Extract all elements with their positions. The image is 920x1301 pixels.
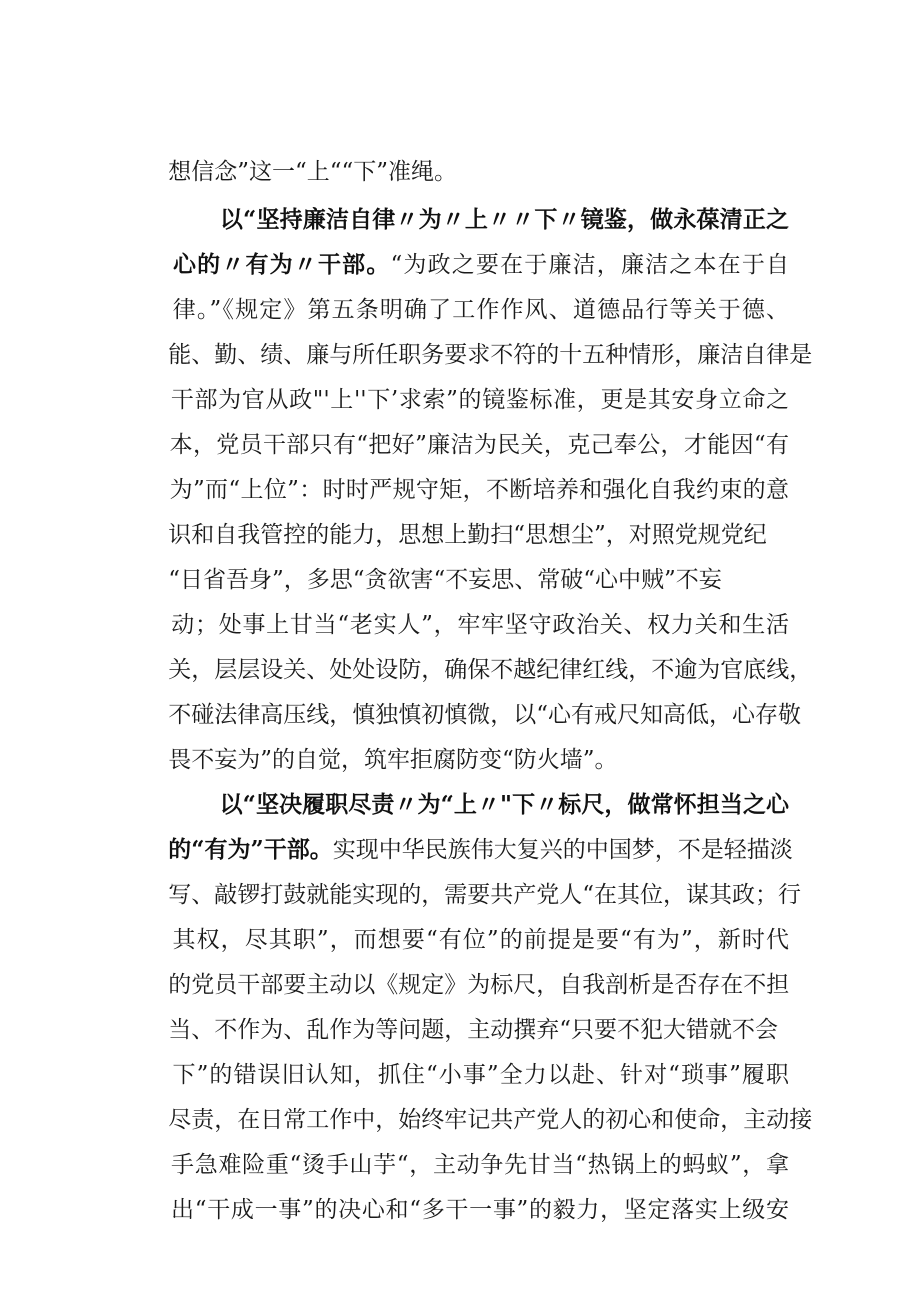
bold-heading-run: 以“坚决履职尽责〃为“上〃"下〃标尺，做常怀担当之心 [219, 791, 789, 818]
text-run: 干部为官从政"'上''下’求索”的镜鉴标准，更是其安身立命之 [170, 387, 789, 413]
paragraph-3-line-10 [139, 1150, 789, 1223]
text-run: “为政之要在于廉洁，廉洁之本在于自 [390, 252, 789, 278]
text-run: 为”而“上位”：时时严规守矩，不断培养和强化自我约束的意 [169, 477, 790, 503]
paragraph-3-line-1 [190, 745, 789, 818]
text-run: 律。”《规定》第五条明确了工作作风、道德品行等关于德、 [172, 297, 789, 323]
paragraph-2-line-11 [139, 610, 813, 683]
text-run: “日省吾身”，多思“贪欲害“不妄思、常破“心中贼”不妄 [168, 567, 722, 593]
paragraph-2-line-2 [139, 205, 789, 278]
text-run: 写、敲锣打鼓就能实现的，需要共产党人“在其位，谋其政；行 [168, 882, 802, 908]
paragraph-2-line-8 [139, 475, 789, 548]
paragraph-3-line-2 [139, 790, 793, 863]
text-run: 动；处事上甘当“老实人”，牢牢坚守政治关、权力关和生活 [171, 612, 789, 638]
text-run: 的党员干部要主动以《规定》为标尺，自我剖析是否存在不担 [168, 972, 790, 998]
text-run: 手急难险重“烫手山芋“，主动争先甘当“热锅上的蚂蚁”，拿 [171, 1152, 789, 1178]
bold-heading-run: 以“坚持廉洁自律〃为〃上〃〃下〃镜鉴，做永葆清正之 [219, 206, 789, 233]
paragraph-3-line-6 [139, 970, 789, 1043]
paragraph-3-line-4 [139, 880, 789, 953]
text-run: 下”的错误旧认知，抓住“小事”全力以赴、针对“琐事”履职 [172, 1062, 789, 1088]
paragraph-3-line-9 [139, 1105, 789, 1178]
paragraph-2-line-4 [139, 295, 813, 368]
paragraph-2-line-9 [139, 520, 789, 593]
paragraph-3-line-3 [139, 835, 802, 908]
text-run: 关，层层设关、处处设防，确保不越纪律红线，不逾为官底线， [168, 657, 813, 683]
text-run: 不碰法律高压线，慎独慎初慎微，以“心有戒尺知高低，心存敬 [168, 702, 802, 728]
text-run: 识和自我管控的能力，思想上勤扫“思想尘”，对照党规党纪 [168, 522, 767, 548]
text-run: 想信念”这一“上““下”准绳。 [168, 159, 458, 185]
text-run: 出“干成一事”的决心和“多干一事”的毅力，坚定落实上级安 [171, 1197, 789, 1223]
paragraph-3-line-8 [139, 1060, 813, 1133]
paragraph-2-line-10 [139, 565, 789, 638]
paragraph-2-line-1 [190, 160, 789, 233]
bold-heading-run: 心的〃有为〃干部。 [172, 251, 391, 278]
paragraph-2-line-13 [139, 700, 789, 773]
text-run: 尽责，在日常工作中，始终牢记共产党人的初心和使命，主动接 [168, 1107, 813, 1133]
text-run: 其权，尽其职”，而想要“有位”的前提是要“有为”，新时代 [172, 927, 789, 953]
paragraph-2-line-3 [139, 250, 789, 323]
paragraph-1-line-1 [139, 112, 789, 185]
paragraph-2-line-6 [139, 385, 790, 458]
text-run: 能、勤、绩、廉与所任职务要求不符的十五种情形，廉洁自律是 [168, 342, 813, 368]
bold-heading-run: 的“有为”干部。 [168, 836, 333, 863]
text-run: 畏不妄为”的自觉，筑牢拒腐防变“防火墙”。 [168, 747, 618, 773]
paragraph-2-line-7 [139, 430, 790, 503]
text-run: 本，党员干部只有“把好”廉洁为民关，克己奉公，才能因“有 [169, 432, 790, 458]
paragraph-3-line-7 [139, 1015, 789, 1088]
paragraph-2-line-5 [139, 340, 789, 413]
paragraph-3-line-5 [139, 925, 790, 998]
text-run: 实现中华民族伟大复兴的中国梦，不是轻描淡 [332, 837, 793, 863]
text-run: 当、不作为、乱作为等问题，主动撰弃“只要不犯大错就不会 [168, 1017, 779, 1043]
paragraph-2-line-12 [139, 655, 802, 728]
